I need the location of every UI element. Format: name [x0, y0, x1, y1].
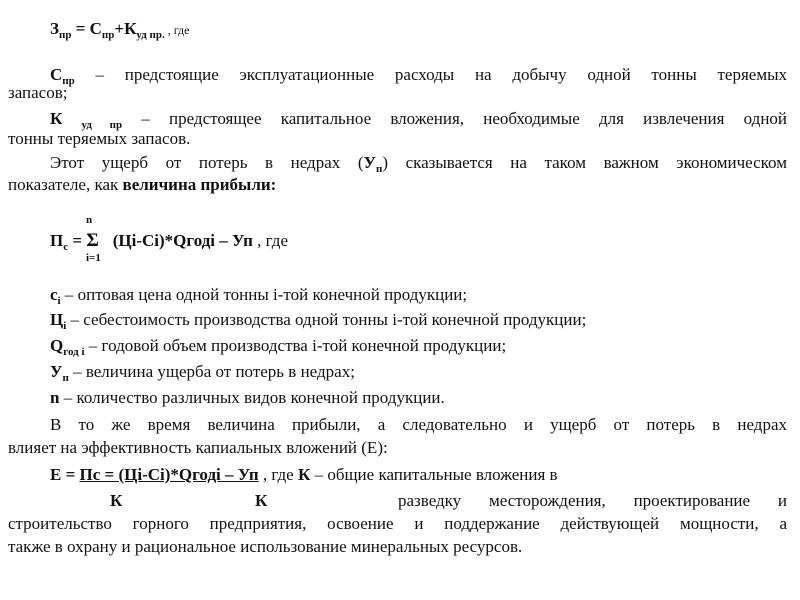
paragraph-end-line1: строительство горного предприятия, освоение и поддержание действующей мощности, а	[8, 514, 787, 533]
paragraph-loss-line2	[8, 174, 276, 196]
formula-text: =	[68, 231, 87, 250]
paragraph-invest-line1	[8, 414, 787, 436]
definition-symbol: Q	[50, 336, 64, 355]
definition-item	[50, 361, 355, 385]
formula-efficiency	[50, 464, 558, 486]
formula-tail: , где	[252, 231, 288, 250]
definition-text: – годовой объем производства i-той конечной продукции;	[84, 336, 507, 355]
formula-body: (Цi-Сi)*Qгодi – Уп	[112, 231, 253, 250]
formula-tail: , где	[164, 23, 190, 37]
paragraph-text: показателе, как	[8, 175, 123, 194]
definition-symbol: У	[50, 362, 63, 381]
definition-text: – предстоящее капитальное вложения, необходимые для извлечения одной	[122, 109, 788, 128]
definition-subscript: i	[63, 320, 67, 332]
definition-subscript: п	[62, 372, 69, 384]
formula-numerator: Пс = (Цi-Сi)*Qгодi – Уп	[79, 465, 259, 484]
formula-denominator-1: К	[110, 491, 123, 510]
definition-symbol: К	[50, 109, 63, 128]
formula-symbol: П	[50, 231, 64, 250]
paragraph-subscript: п	[375, 163, 383, 175]
formula-subscript: пр	[58, 29, 72, 41]
formula-subscript: пр	[101, 29, 115, 41]
definition-text: – предстоящие эксплуатационные расходы на добычу одной тонны теряемых	[74, 65, 787, 84]
definition-kud-line2: тонны теряемых запасов.	[8, 129, 191, 148]
formula-subscript: с	[63, 241, 69, 253]
formula-text: = С	[71, 19, 102, 38]
definition-item	[50, 335, 506, 359]
formula-subscript: уд пр.	[136, 29, 165, 41]
definition-symbol: Ц	[50, 310, 64, 329]
definition-text: – величина ущерба от потерь в недрах;	[68, 362, 355, 381]
formula-denominator-2: К	[255, 491, 268, 510]
definition-text: – оптовая цена одной тонны i-той конечной продукции;	[60, 285, 468, 304]
paragraph-text: В то же время величина прибыли, а следовательно и ущерб от потерь в недрах	[50, 415, 787, 434]
definition-symbol: c	[50, 285, 58, 304]
paragraph-end-line2: также в охрану и рациональное использование минеральных ресурсов.	[8, 537, 523, 556]
formula-text: – общие капитальные вложения в	[310, 465, 558, 484]
paragraph-loss-line1	[8, 152, 787, 176]
paragraph-end-line0: разведку месторождения, проектирование и	[398, 491, 787, 510]
definition-subscript: год i	[63, 346, 85, 358]
definition-subscript: пр	[62, 75, 75, 87]
paragraph-invest-line2: влияет на эффективность капиальных вложений (Е):	[8, 438, 388, 457]
sum-upper-limit: n	[86, 214, 93, 226]
paragraph-symbol: У	[363, 153, 376, 172]
formula-text: , где	[258, 465, 298, 484]
definition-symbol: С	[50, 65, 63, 84]
definition-item	[50, 284, 467, 308]
definition-item	[50, 387, 445, 409]
sum-lower-limit: i=1	[86, 252, 101, 264]
paragraph-text: Этот ущерб от потерь в недрах (	[50, 153, 364, 172]
definition-item	[50, 309, 586, 333]
sigma-symbol: Σ	[86, 230, 99, 251]
formula-text: +К	[114, 19, 137, 38]
formula-symbol: Е =	[50, 465, 80, 484]
paragraph-text: ) сказывается на таком важном экономическом	[382, 153, 787, 172]
definition-spr-line2: запасов;	[8, 83, 68, 102]
definition-text: – количество различных видов конечной продукции.	[59, 388, 445, 407]
definition-text: – себестоимость производства одной тонны i-той конечной продукции;	[66, 310, 587, 329]
definition-symbol: n	[50, 388, 60, 407]
definition-subscript: i	[57, 295, 61, 307]
formula-cost	[50, 18, 190, 42]
definition-subscript: уд пр	[81, 119, 123, 131]
formula-symbol: К	[297, 465, 311, 484]
formula-profit	[50, 230, 288, 254]
formula-symbol: З	[50, 19, 59, 38]
paragraph-emphasis: величина прибыли:	[122, 175, 277, 194]
definition-spr-line1	[8, 64, 787, 88]
